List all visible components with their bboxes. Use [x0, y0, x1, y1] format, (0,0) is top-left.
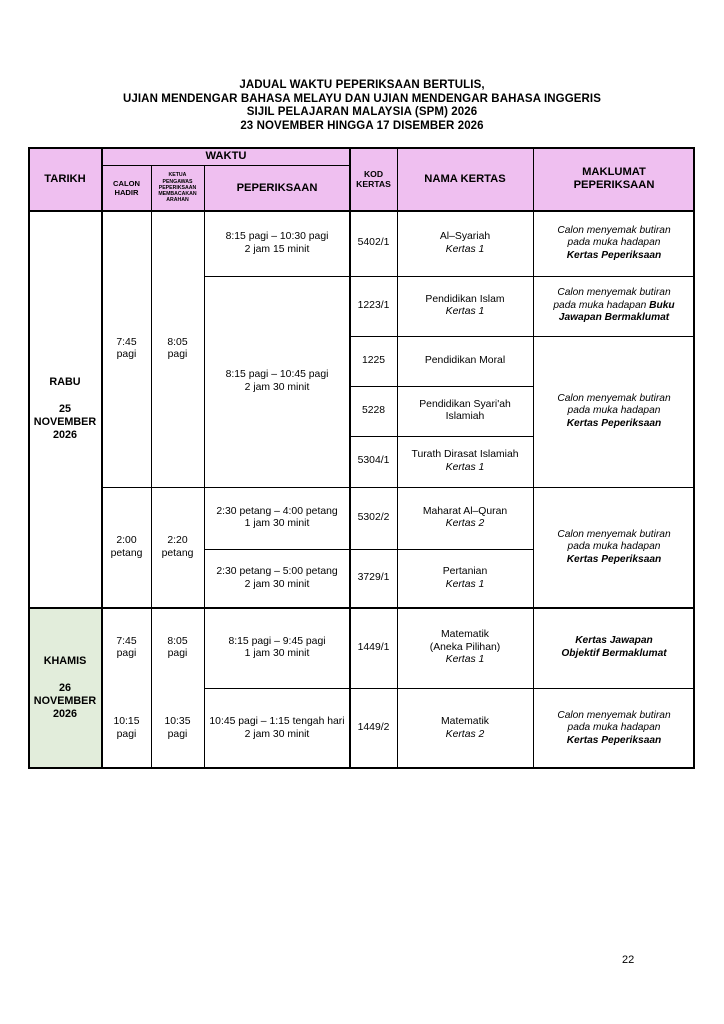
nama-text: Pendidikan Syari'ah Islamiah: [419, 398, 511, 422]
ketua-arahan-khamis-2-text: 10:35 pagi: [164, 716, 191, 740]
kod-text: 3729/1: [357, 572, 390, 584]
ketua-arahan-khamis-1-text: 8:05 pagi: [167, 635, 188, 659]
ketua-arahan-rabu-petang: [151, 487, 204, 608]
nama-row-5: [397, 436, 533, 487]
kod-text: 1449/2: [357, 722, 390, 734]
kod-row-1: [350, 211, 397, 276]
hline-row8: [204, 688, 695, 689]
nama-row-4: [397, 386, 533, 436]
session-5: [204, 608, 350, 688]
nama-text: Matematik: [441, 716, 489, 728]
session-4-text: 2:30 petang – 5:00 petang 2 jam 30 minit: [216, 566, 338, 590]
maklumat-text: Calon menyemak butiran pada muka hadapan: [557, 392, 671, 417]
ketua-arahan-rabu-pagi-text: 8:05 pagi: [167, 336, 188, 360]
calon-hadir-rabu-petang: [102, 487, 151, 608]
ketua-arahan-rabu-pagi: [151, 211, 204, 487]
hline-row6: [204, 549, 533, 550]
session-6-text: 10:45 pagi – 1:15 tengah hari 2 jam 30 minit: [209, 716, 345, 740]
nama-row-8: [397, 608, 533, 688]
nama-row-2: [397, 276, 533, 336]
kod-text: 1223/1: [357, 299, 390, 311]
maklumat-strong: Kertas Peperiksaan: [566, 417, 662, 429]
kod-text: 5304/1: [357, 455, 390, 467]
kod-row-5: [350, 436, 397, 487]
kod-text: 5302/2: [357, 511, 390, 523]
kertas-text: Kertas 1: [445, 461, 485, 473]
session-5-text: 8:15 pagi – 9:45 pagi 1 jam 30 minit: [228, 635, 326, 659]
header-maklumat: [533, 147, 695, 211]
maklumat-text: Calon menyemak butiran pada muka hadapan: [557, 224, 671, 249]
title-line-3: SIJIL PELAJARAN MALAYSIA (SPM) 2026: [246, 106, 478, 119]
border-left: [28, 147, 30, 769]
session-2: [204, 276, 350, 487]
maklumat-strong: Kertas Peperiksaan: [566, 553, 662, 565]
kod-row-2: [350, 276, 397, 336]
calon-hadir-rabu-pagi: [102, 211, 151, 487]
hline-row2: [350, 336, 695, 337]
hline-day: [28, 607, 695, 609]
calon-hadir-rabu-petang-text: 2:00 petang: [110, 535, 143, 559]
kod-text: 5402/1: [357, 237, 390, 249]
nama-row-7: [397, 549, 533, 608]
maklumat-strong: Kertas Peperiksaan: [566, 734, 662, 746]
maklumat-strong: Jawapan Bermaklumat: [558, 312, 670, 324]
nama-text: Maharat Al–Quran: [422, 505, 508, 517]
session-3-text: 2:30 petang – 4:00 petang 1 jam 30 minit: [216, 505, 338, 529]
kod-row-6: [350, 487, 397, 549]
kod-text: 1225: [361, 354, 386, 366]
maklumat-6: [533, 688, 695, 769]
document-title: [0, 79, 724, 133]
header-peperiksaan-label: PEPERIKSAAN: [236, 181, 318, 194]
header-calon-hadir-label: CALON HADIR: [113, 179, 140, 197]
maklumat-5: [533, 608, 695, 688]
date-rabu: [28, 211, 102, 608]
maklumat-strong-inline: Buku: [649, 299, 675, 311]
kertas-text: Kertas 1: [445, 243, 485, 255]
calon-hadir-khamis-2: [102, 688, 151, 769]
maklumat-1: [533, 211, 695, 276]
nama-row-6: [397, 487, 533, 549]
kod-text: 1449/1: [357, 641, 390, 653]
session-6: [204, 688, 350, 769]
header-waktu-label: WAKTU: [205, 149, 247, 162]
calon-hadir-khamis-1: [102, 608, 151, 688]
maklumat-2: [533, 276, 695, 336]
kod-row-7: [350, 549, 397, 608]
session-1: [204, 211, 350, 276]
session-2-text: 8:15 pagi – 10:45 pagi 2 jam 30 minit: [225, 369, 329, 393]
nama-text: Pendidikan Moral: [424, 354, 506, 366]
header-tarikh: [28, 147, 102, 211]
header-waktu: [102, 147, 350, 165]
header-ketua-pengawas-label: KETUA PENGAWAS PEPERIKSAAN MEMBACAKAN ARAHAN: [158, 172, 197, 204]
maklumat-text: Calon menyemak butiran pada muka hadapan: [557, 528, 671, 553]
maklumat-strong: Kertas Jawapan Objektif Bermaklumat: [561, 635, 667, 659]
nama-text: Pertanian: [442, 566, 488, 578]
kod-row-8: [350, 608, 397, 688]
session-1-text: 8:15 pagi – 10:30 pagi 2 jam 15 minit: [225, 231, 329, 255]
hline-waktu: [102, 165, 350, 166]
maklumat-text: Calon menyemak butiran pada muka hadapan: [557, 709, 671, 734]
maklumat-strong: Kertas Peperiksaan: [566, 249, 662, 261]
header-peperiksaan: [204, 165, 350, 211]
kod-row-4: [350, 386, 397, 436]
day-khamis: KHAMIS: [43, 655, 87, 668]
title-line-2: UJIAN MENDENGAR BAHASA MELAYU DAN UJIAN MENDENGAR BAHASA INGGERIS: [122, 92, 602, 105]
maklumat-4: [533, 487, 695, 608]
calon-hadir-rabu-pagi-text: 7:45 pagi: [116, 336, 137, 360]
header-kod-kertas: [350, 147, 397, 211]
vline-ketua: [204, 165, 205, 769]
nama-text: Pendidikan Islam: [425, 293, 505, 305]
ketua-arahan-khamis-2: [151, 688, 204, 769]
nama-text: Al–Syariah: [439, 231, 491, 243]
header-nama-kertas-label: NAMA KERTAS: [424, 172, 506, 185]
header-maklumat-label: MAKLUMAT PEPERIKSAAN: [573, 166, 655, 191]
hline-row4: [350, 436, 533, 437]
nama-row-9: [397, 688, 533, 769]
hline-header: [28, 210, 695, 212]
nama-text: Matematik (Aneka Pilihan): [429, 629, 501, 653]
date-rabu-text: 25 NOVEMBER 2026: [33, 402, 97, 442]
header-nama-kertas: [397, 147, 533, 211]
vline-peperiksaan: [349, 147, 351, 769]
nama-row-1: [397, 211, 533, 276]
exam-timetable: [28, 147, 695, 769]
calon-hadir-khamis-1-text: 7:45 pagi: [116, 635, 137, 659]
kertas-text: Kertas 1: [445, 654, 485, 666]
hline-row3: [350, 386, 533, 387]
day-rabu: RABU: [49, 376, 81, 389]
header-tarikh-label: TARIKH: [44, 172, 86, 185]
date-khamis: [28, 608, 102, 769]
header-calon-hadir: [102, 165, 151, 211]
vline-nama: [533, 147, 534, 769]
border-right: [693, 147, 695, 769]
kertas-text: Kertas 2: [445, 728, 485, 740]
title-line-1: JADUAL WAKTU PEPERIKSAAN BERTULIS,: [239, 79, 485, 91]
kertas-text: Kertas 1: [445, 578, 485, 590]
kod-text: 5228: [361, 404, 386, 416]
kod-row-9: [350, 688, 397, 769]
vline-calon: [151, 165, 152, 769]
border-bottom: [28, 767, 695, 769]
kod-row-3: [350, 336, 397, 386]
vline-kod: [397, 147, 398, 769]
hline-row1: [204, 276, 695, 277]
kertas-text: Kertas 2: [445, 518, 485, 529]
ketua-arahan-khamis-1: [151, 608, 204, 688]
nama-text: Turath Dirasat Islamiah: [411, 449, 519, 461]
nama-row-3: [397, 336, 533, 386]
header-ketua-pengawas: [151, 165, 204, 211]
header-kod-kertas-label: KOD KERTAS: [356, 168, 391, 189]
title-line-4: 23 NOVEMBER HINGGA 17 DISEMBER 2026: [240, 119, 484, 132]
maklumat-text: Calon menyemak butiran pada muka hadapan Buku: [553, 287, 675, 311]
session-4: [204, 549, 350, 608]
calon-hadir-khamis-2-text: 10:15 pagi: [113, 716, 140, 740]
vline-tarikh: [101, 147, 103, 769]
hline-row5: [102, 487, 695, 488]
date-khamis-text: 26 NOVEMBER 2026: [33, 681, 97, 721]
maklumat-3: [533, 336, 695, 487]
kertas-text: Kertas 1: [445, 306, 485, 317]
border-top: [28, 147, 695, 149]
page-number: 22: [622, 954, 635, 966]
ketua-arahan-rabu-petang-text: 2:20 petang: [161, 535, 194, 559]
session-3: [204, 487, 350, 549]
